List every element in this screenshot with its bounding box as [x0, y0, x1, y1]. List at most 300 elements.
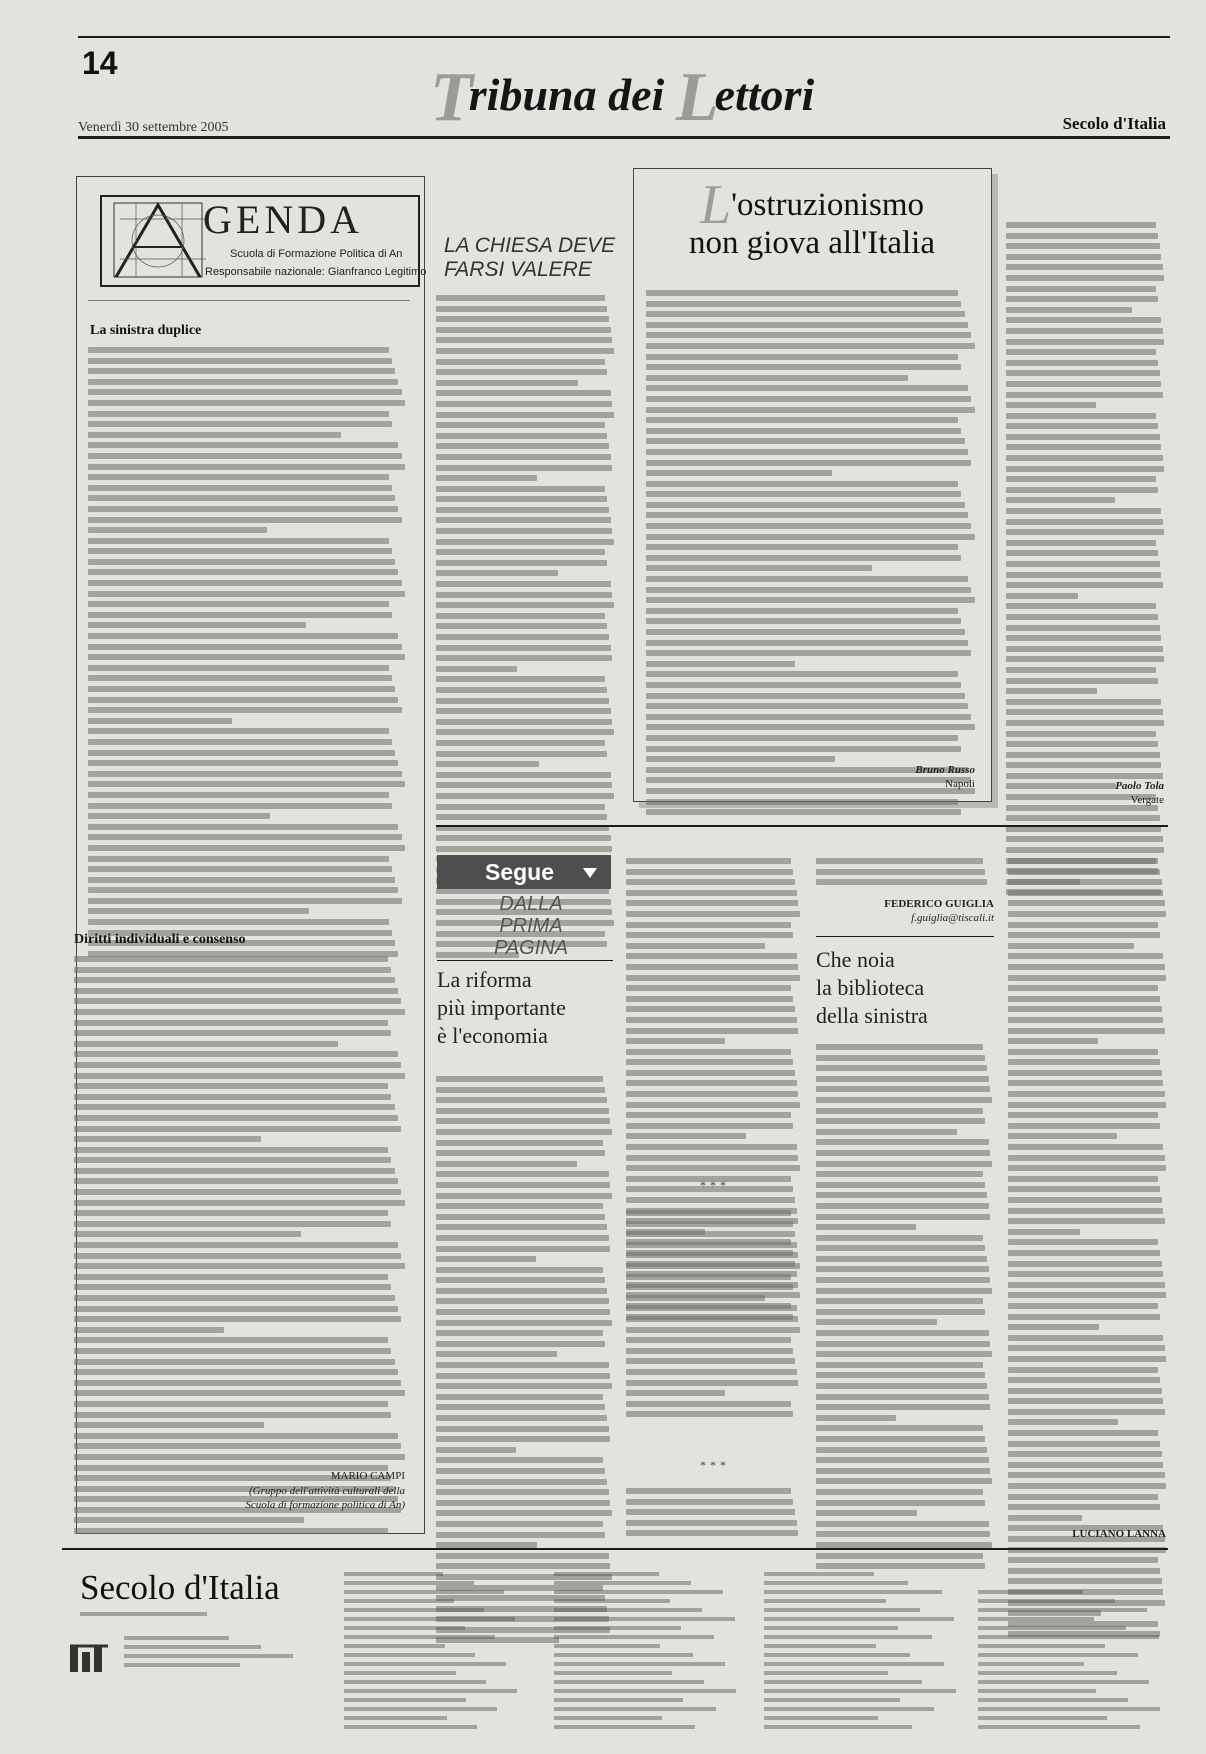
text-line — [74, 1253, 401, 1259]
text-line — [626, 1059, 793, 1065]
text-line — [1006, 286, 1156, 292]
text-line — [436, 1171, 609, 1177]
text-line — [1006, 328, 1163, 334]
text-line — [1008, 943, 1134, 949]
text-line — [626, 932, 793, 938]
text-line — [646, 354, 958, 360]
agenda-subtitle-1: Scuola di Formazione Politica di An — [230, 248, 403, 260]
text-line — [1008, 1324, 1099, 1330]
text-line — [816, 1341, 990, 1347]
footer-col-1 — [344, 1572, 524, 1729]
text-line — [436, 740, 605, 746]
footer-text-line — [978, 1599, 1115, 1603]
text-line — [1008, 1123, 1160, 1129]
footer-text-line — [554, 1716, 662, 1720]
text-line — [1006, 603, 1156, 609]
text-line — [436, 443, 609, 449]
text-line — [1006, 455, 1163, 461]
footer-text-line — [764, 1590, 942, 1594]
text-line — [1006, 339, 1164, 345]
text-line — [1008, 1165, 1166, 1171]
text-line — [816, 1288, 992, 1294]
footer-text-line — [344, 1662, 506, 1666]
text-line — [646, 640, 968, 646]
text-line — [436, 517, 611, 523]
section-title-sinistra-duplice: La sinistra duplice — [90, 323, 202, 338]
text-line — [436, 306, 607, 312]
text-line — [1008, 1515, 1082, 1521]
agenda-divider — [88, 300, 410, 301]
text-line — [436, 1436, 610, 1442]
text-line — [626, 1112, 791, 1118]
text-line — [74, 1051, 398, 1057]
text-line — [1008, 1335, 1163, 1341]
footer-text-line — [978, 1707, 1160, 1711]
agenda-signature-note-1: (Gruppo dell'attività culturali della — [248, 1485, 405, 1497]
text-line — [646, 809, 961, 815]
text-line — [1008, 1218, 1165, 1224]
text-line — [1006, 466, 1164, 472]
text-line — [626, 975, 800, 981]
text-line — [1008, 1367, 1158, 1373]
text-line — [88, 760, 398, 766]
text-line — [74, 1348, 391, 1354]
footer-text-line — [554, 1581, 691, 1585]
text-line — [626, 1488, 791, 1494]
text-line — [626, 900, 798, 906]
text-line — [626, 869, 793, 875]
biblioteca-headline — [816, 946, 994, 1030]
text-line — [1008, 1133, 1117, 1139]
text-line — [646, 735, 958, 741]
text-line — [646, 799, 958, 805]
text-line — [88, 527, 267, 533]
text-line — [88, 718, 232, 724]
text-line — [646, 396, 971, 402]
separator-stars-1: *** — [700, 1178, 730, 1192]
text-line — [88, 654, 405, 660]
right-letter-author: Paolo Tola — [1115, 780, 1164, 792]
footer-text-line — [978, 1698, 1128, 1702]
text-line — [74, 1380, 401, 1386]
text-line — [88, 485, 392, 491]
text-line — [74, 1390, 405, 1396]
footer-text-line — [978, 1662, 1084, 1666]
text-line — [436, 698, 609, 704]
text-line — [646, 523, 971, 529]
text-line — [626, 1242, 797, 1248]
text-line — [436, 1330, 603, 1336]
text-line — [74, 1168, 395, 1174]
text-line — [816, 1404, 990, 1410]
text-line — [74, 1178, 398, 1184]
segue-origin — [486, 893, 576, 959]
text-line — [816, 869, 985, 875]
text-line — [1006, 349, 1156, 355]
footer-text-line — [764, 1617, 954, 1621]
text-line — [626, 1017, 797, 1023]
text-line — [1008, 879, 1162, 885]
text-line — [88, 792, 389, 798]
text-line — [1008, 1155, 1165, 1161]
text-line — [816, 1425, 983, 1431]
text-line — [626, 1274, 791, 1280]
text-line — [816, 1394, 989, 1400]
text-line — [816, 858, 983, 864]
text-line — [1006, 402, 1096, 408]
footer-text-line — [554, 1590, 723, 1594]
footer-text-line — [764, 1725, 912, 1729]
text-line — [1006, 275, 1164, 281]
text-line — [1008, 1419, 1118, 1425]
text-line — [436, 475, 537, 481]
footer-text-line — [554, 1599, 670, 1603]
text-line — [88, 432, 341, 438]
text-line — [626, 1295, 765, 1301]
text-line — [1006, 317, 1161, 323]
text-line — [74, 1412, 391, 1418]
text-line — [1008, 1186, 1160, 1192]
text-line — [88, 517, 402, 523]
text-line — [816, 1510, 917, 1516]
text-line — [436, 687, 607, 693]
text-line — [74, 1136, 261, 1142]
footer-text-line — [764, 1644, 876, 1648]
text-line — [646, 428, 961, 434]
text-line — [646, 693, 965, 699]
text-line — [1006, 720, 1164, 726]
text-line — [626, 1316, 798, 1322]
text-line — [436, 1203, 603, 1209]
text-line — [816, 1563, 985, 1569]
text-line — [1008, 922, 1158, 928]
text-line — [1006, 688, 1097, 694]
text-line — [816, 1521, 989, 1527]
biblioteca-body-2 — [1008, 858, 1168, 1637]
text-line — [88, 750, 395, 756]
text-line — [436, 1129, 612, 1135]
text-line — [816, 1553, 983, 1559]
text-line — [74, 1454, 405, 1460]
text-line — [816, 1542, 992, 1548]
text-line — [1008, 1144, 1163, 1150]
text-line — [626, 1337, 791, 1343]
text-line — [626, 1049, 791, 1055]
text-line — [1008, 1038, 1098, 1044]
agenda-signature: MARIO CAMPI — [330, 1470, 405, 1482]
footer-text-line — [978, 1725, 1140, 1729]
footer-text-line — [344, 1698, 466, 1702]
biblioteca-headline-1: Che noia — [816, 947, 895, 972]
text-line — [436, 1246, 610, 1252]
segue-body-4 — [626, 1488, 802, 1536]
text-line — [74, 998, 401, 1004]
text-line — [436, 1288, 607, 1294]
masthead-cap-l: L — [675, 59, 719, 136]
text-line — [436, 1394, 603, 1400]
text-line — [436, 422, 605, 428]
text-line — [646, 618, 961, 624]
text-line — [436, 666, 517, 672]
text-line — [646, 576, 968, 582]
text-line — [646, 756, 835, 762]
editorial-headline-cap: L — [699, 174, 732, 236]
footer-text-line — [554, 1707, 716, 1711]
text-line — [88, 538, 389, 544]
text-line — [1006, 709, 1163, 715]
text-line — [626, 1252, 798, 1258]
text-line — [436, 613, 605, 619]
editorial-body — [646, 290, 978, 815]
text-line — [436, 496, 607, 502]
segue-headline-2: più importante — [437, 995, 566, 1020]
text-line — [1006, 487, 1158, 493]
text-line — [436, 729, 614, 735]
footer-text-line — [344, 1590, 504, 1594]
text-line — [816, 1330, 989, 1336]
text-line — [646, 746, 961, 752]
text-line — [1008, 869, 1160, 875]
footer-text-line — [344, 1644, 445, 1648]
text-line — [626, 1305, 797, 1311]
text-line — [646, 375, 908, 381]
text-line — [436, 1426, 609, 1432]
text-line — [74, 1115, 398, 1121]
text-line — [646, 343, 975, 349]
text-line — [1008, 1271, 1163, 1277]
text-line — [646, 555, 961, 561]
text-line — [1008, 1303, 1158, 1309]
text-line — [816, 1161, 992, 1167]
text-line — [436, 846, 612, 852]
text-line — [1008, 1250, 1160, 1256]
text-line — [1006, 307, 1132, 313]
editorial-headline-text-1: 'ostruzionismo — [731, 187, 925, 223]
footer-text-line — [554, 1725, 695, 1729]
text-line — [646, 449, 968, 455]
text-line — [646, 481, 958, 487]
segue-divider — [437, 960, 613, 961]
text-line — [88, 389, 402, 395]
text-line — [436, 570, 558, 576]
text-line — [1008, 1049, 1158, 1055]
text-line — [88, 612, 392, 618]
text-line — [646, 650, 971, 656]
text-line — [74, 1157, 391, 1163]
segue-author-email: f.guiglia@tiscali.it — [911, 912, 994, 924]
text-line — [1006, 762, 1161, 768]
text-line — [436, 1383, 612, 1389]
text-line — [88, 347, 389, 353]
footer-text-line — [764, 1572, 874, 1576]
text-line — [1008, 1070, 1162, 1076]
text-line — [74, 1009, 405, 1015]
text-line — [436, 507, 609, 513]
text-line — [626, 1102, 800, 1108]
biblioteca-headline-3: della sinistra — [816, 1003, 928, 1028]
footer-text-line — [978, 1671, 1117, 1675]
text-line — [816, 1266, 989, 1272]
text-line — [646, 597, 975, 603]
text-line — [646, 301, 961, 307]
text-line — [436, 528, 612, 534]
text-line — [1008, 1557, 1158, 1563]
text-line — [816, 1065, 987, 1071]
text-line — [626, 1530, 798, 1536]
footer-text-line — [124, 1663, 240, 1667]
header-brand: Secolo d'Italia — [1062, 114, 1166, 133]
text-line — [436, 1404, 605, 1410]
text-line — [74, 1126, 401, 1132]
text-line — [74, 1242, 398, 1248]
agenda-subtitle-2: Responsabile nazionale: Gianfranco Legitimo — [205, 266, 427, 278]
text-line — [646, 311, 965, 317]
text-line — [436, 708, 611, 714]
agenda-title: GENDA — [203, 197, 363, 242]
text-line — [626, 1348, 793, 1354]
text-line — [816, 1224, 916, 1230]
text-line — [1006, 233, 1158, 239]
text-line — [74, 1422, 264, 1428]
text-line — [74, 1104, 395, 1110]
text-line — [436, 1150, 605, 1156]
text-line — [74, 1306, 398, 1312]
footer-text-line — [978, 1680, 1149, 1684]
text-line — [88, 697, 398, 703]
text-line — [816, 1203, 989, 1209]
text-line — [1008, 932, 1160, 938]
footer-text-line — [554, 1644, 660, 1648]
text-line — [816, 879, 987, 885]
footer-text-line — [764, 1662, 944, 1666]
text-line — [74, 1062, 401, 1068]
footer-col-2 — [554, 1572, 744, 1729]
text-line — [1006, 529, 1164, 535]
agenda-body-1 — [88, 347, 408, 957]
text-line — [1006, 635, 1161, 641]
text-line — [626, 1197, 795, 1203]
text-line — [1008, 900, 1165, 906]
footer-text-line — [554, 1626, 681, 1630]
text-line — [626, 1221, 793, 1227]
text-line — [646, 502, 965, 508]
text-line — [436, 454, 611, 460]
text-line — [816, 1097, 992, 1103]
text-line — [1006, 561, 1160, 567]
text-line — [436, 1161, 577, 1167]
text-line — [1008, 1314, 1160, 1320]
text-line — [88, 411, 389, 417]
text-line — [1006, 656, 1164, 662]
text-line — [816, 1468, 990, 1474]
text-line — [626, 1390, 725, 1396]
segue-origin-1: DALLA — [499, 893, 563, 915]
text-line — [816, 1362, 983, 1368]
text-line — [74, 1041, 338, 1047]
text-line — [74, 1210, 388, 1216]
text-line — [74, 1316, 401, 1322]
segue-headline — [437, 966, 617, 1050]
footer-text-line — [978, 1644, 1105, 1648]
text-line — [626, 1380, 798, 1386]
text-line — [436, 1500, 610, 1506]
text-line — [816, 1351, 992, 1357]
text-line — [1008, 1409, 1165, 1415]
text-line — [1008, 1292, 1166, 1298]
text-line — [626, 890, 797, 896]
text-line — [436, 390, 611, 396]
text-line — [816, 1478, 992, 1484]
text-line — [816, 1235, 983, 1241]
text-line — [1008, 1377, 1160, 1383]
text-line — [436, 369, 607, 375]
editorial-headline-text-2: non giova all'Italia — [688, 225, 936, 261]
text-line — [88, 580, 402, 586]
text-line — [1006, 625, 1160, 631]
footer-text-line — [764, 1626, 898, 1630]
text-line — [74, 1359, 395, 1365]
text-line — [626, 1520, 797, 1526]
text-line — [1008, 1028, 1165, 1034]
agenda-monogram-icon — [106, 199, 216, 283]
text-line — [1006, 593, 1078, 599]
text-line — [436, 1224, 607, 1230]
masthead-cap-t: T — [430, 59, 473, 136]
text-line — [816, 1192, 987, 1198]
text-line — [1008, 1472, 1165, 1478]
text-line — [88, 601, 389, 607]
text-line — [88, 834, 402, 840]
footer-funding-note — [124, 1636, 314, 1667]
text-line — [74, 956, 388, 962]
text-line — [1008, 1006, 1162, 1012]
text-line — [1008, 1356, 1166, 1362]
text-line — [88, 379, 398, 385]
masthead-text-2: ettori — [714, 69, 815, 120]
text-line — [436, 761, 539, 767]
footer-text-line — [764, 1635, 932, 1639]
text-line — [1006, 434, 1160, 440]
text-line — [436, 1140, 603, 1146]
text-line — [626, 985, 791, 991]
text-line — [1006, 243, 1160, 249]
text-line — [816, 1256, 987, 1262]
masthead-text-1: ribuna dei — [468, 69, 676, 120]
text-line — [74, 1200, 405, 1206]
text-line — [646, 629, 965, 635]
issue-date: Venerdì 30 settembre 2005 — [78, 120, 229, 135]
text-line — [646, 491, 961, 497]
text-line — [74, 1295, 395, 1301]
text-line — [646, 534, 975, 540]
footer-text-line — [124, 1654, 293, 1658]
text-line — [646, 565, 872, 571]
text-line — [436, 592, 612, 598]
text-line — [816, 1055, 985, 1061]
text-line — [436, 1108, 609, 1114]
text-line — [88, 845, 405, 851]
text-line — [1008, 1568, 1160, 1574]
text-line — [646, 322, 968, 328]
text-line — [1006, 741, 1158, 747]
text-line — [436, 486, 605, 492]
text-line — [436, 676, 605, 682]
text-line — [626, 1210, 791, 1216]
text-line — [88, 633, 398, 639]
text-line — [74, 1284, 391, 1290]
footer-text-line — [764, 1671, 888, 1675]
separator-stars-2: *** — [700, 1458, 730, 1472]
